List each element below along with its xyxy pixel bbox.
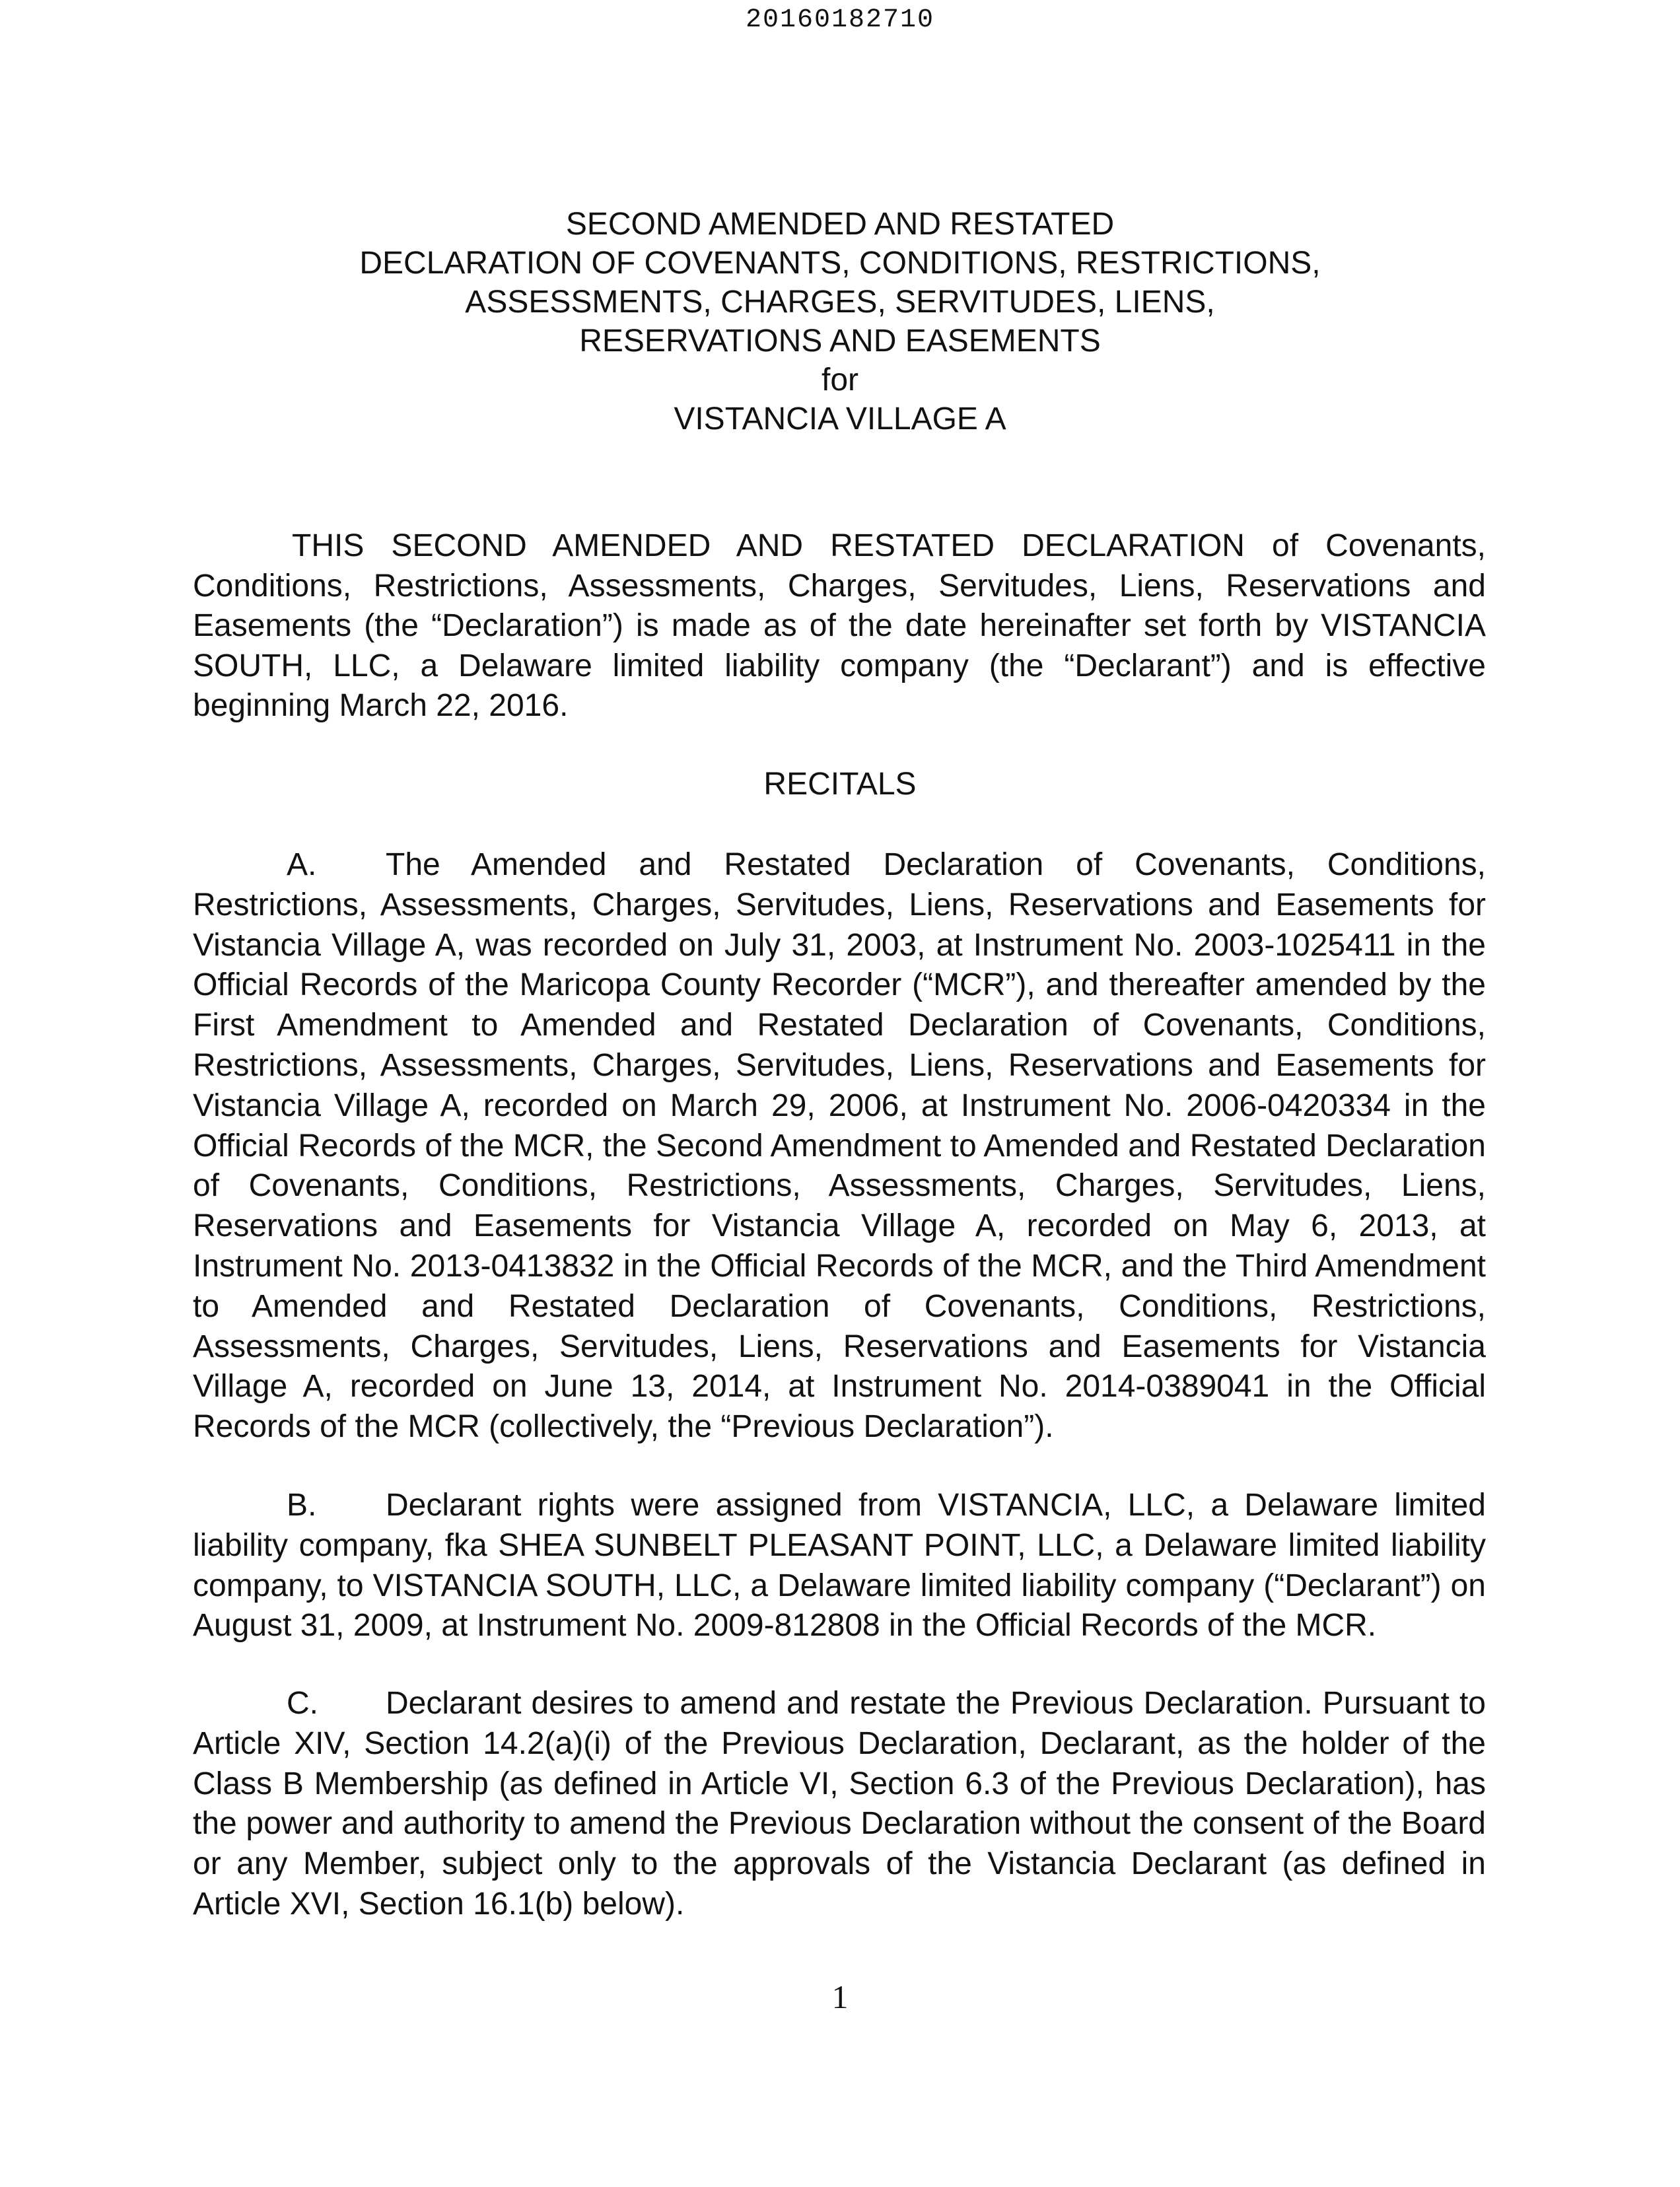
recital-text: Declarant rights were assigned from VISTANCIA, LLC, a Delaware limited liability company, fka SHEA SUNBELT PLEASANT POINT, LLC, a Delaware limited liability company, to VISTANCIA SOUTH, LLC, a Delaware limited liability company (“Declarant”) on August 31, 2009, at Instrument No. 2009-812808 in the Official Records of the MCR. bbox=[193, 1488, 1486, 1644]
page-number: 1 bbox=[831, 1978, 849, 2015]
recital-letter: C. bbox=[287, 1686, 318, 1721]
recitals-heading: RECITALS bbox=[763, 767, 917, 802]
recital-letter: B. bbox=[287, 1488, 317, 1523]
recital-b bbox=[193, 1486, 1486, 1646]
title-line: DECLARATION OF COVENANTS, CONDITIONS, RESTRICTIONS, bbox=[359, 246, 1321, 281]
recording-number: 20160182710 bbox=[745, 5, 935, 35]
title-line: VISTANCIA VILLAGE A bbox=[674, 401, 1006, 436]
recital-letter: A. bbox=[287, 847, 317, 882]
recital-c bbox=[193, 1684, 1486, 1925]
title-line: ASSESSMENTS, CHARGES, SERVITUDES, LIENS, bbox=[465, 285, 1215, 320]
recital-text: Declarant desires to amend and restate the Previous Declaration. Pursuant to Article XIV, Section 14.2(a)(i) of the Previous Declaration, Declarant, as the holder of the Class B Membership (as defined in Article VI, Section 6.3 of the Previous Declaration), has the power and authority to amend the Previous Declaration without the consent of the Board or any Member, subject only to the approvals of the Vistancia Declarant (as defined in Article XVI, Section 16.1(b) below). bbox=[193, 1686, 1486, 1922]
preamble-paragraph: THIS SECOND AMENDED AND RESTATED DECLARATION of Covenants, Conditions, Restrictions, Assessments, Charges, Servitudes, Liens, Reservations and Easements (the “Declaration”) is made as of the date hereinafter set forth by VISTANCIA SOUTH, LLC, a Delaware limited liability company (the “Declarant”) and is effective beginning March 22, 2016. bbox=[193, 528, 1486, 723]
document-title bbox=[178, 205, 1502, 438]
recital-a bbox=[193, 845, 1486, 1447]
title-line: for bbox=[821, 363, 858, 398]
title-line: RESERVATIONS AND EASEMENTS bbox=[579, 324, 1101, 359]
title-line: SECOND AMENDED AND RESTATED bbox=[565, 207, 1115, 242]
recital-text: The Amended and Restated Declaration of Covenants, Conditions, Restrictions, Assessments, Charges, Servitudes, Liens, Reservations and Easements for Vistancia Village A, was recorded on July 31, 2003, at Instrument No. 2003-1025411 in the Official Records of the Maricopa County Recorder (“MCR”), and thereafter amended by the First Amendment to Amended and Restated Declaration of Covenants, Conditions, Restrictions, Assessments, Charges, Servitudes, Liens, Reservations and Easements for Vistancia Village A, recorded on March 29, 2006, at Instrument No. 2006-0420334 in the Official Records of the MCR, the Second Amendment to Amended and Restated Declaration of Covenants, Conditions, Restrictions, Assessments, Charges, Servitudes, Liens, Reservations and Easements for Vistancia Village A, recorded on May 6, 2013, at Instrument No. 2013-0413832 in the Official Records of the MCR, and the Third Amendment to Amended and Restated Declaration of Covenants, Conditions, Restrictions, Assessments, Charges, Servitudes, Liens, Reservations and Easements for Vistancia Village A, recorded on June 13, 2014, at Instrument No. 2014-0389041 in the Official Records of the MCR (collectively, the “Previous Declaration”). bbox=[193, 847, 1486, 1445]
